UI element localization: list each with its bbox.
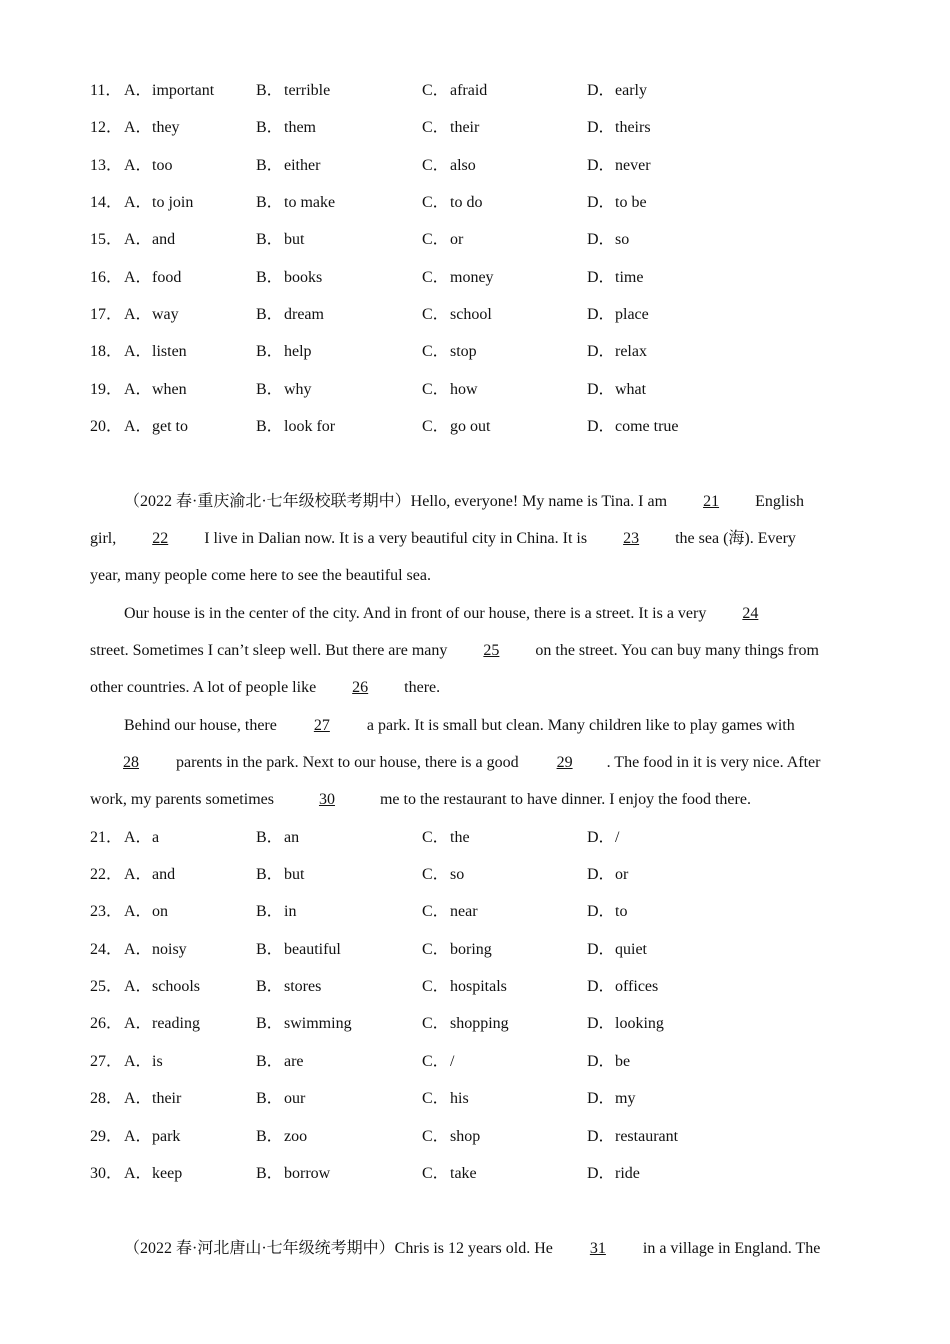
option-b: B．but — [256, 231, 305, 248]
option-a: A．is — [124, 1053, 163, 1070]
option-b: B．are — [256, 1053, 304, 1070]
option-a: A．noisy — [124, 941, 187, 958]
option-a: A．park — [124, 1128, 181, 1145]
option-a: A．a — [124, 829, 160, 846]
blank-31: 31 — [589, 1240, 606, 1257]
option-d: D．quiet — [587, 941, 647, 958]
option-c: C．stop — [422, 343, 477, 360]
option-d: D．offices — [587, 978, 659, 995]
option-b: B．swimming — [256, 1015, 352, 1032]
passage-line: year, many people come here to see the beautiful sea. — [90, 567, 431, 584]
option-c: C．to do — [422, 194, 483, 211]
option-a: A．when — [124, 381, 187, 398]
option-d: D．never — [587, 157, 651, 174]
option-c: C．how — [422, 381, 478, 398]
option-c: C．money — [422, 269, 494, 286]
option-a: A．keep — [124, 1165, 183, 1182]
option-b: B．an — [256, 829, 300, 846]
option-d: D．relax — [587, 343, 647, 360]
blank-26: 26 — [352, 679, 369, 696]
blank-28: 28 — [123, 754, 139, 771]
passage-line: Our house is in the center of the city. And in front of our house, there is a street. It is a very 24 — [124, 603, 904, 625]
blank-24: 24 — [742, 605, 759, 622]
option-b: B．help — [256, 343, 312, 360]
option-b: B．look for — [256, 418, 336, 435]
option-a: A．schools — [124, 978, 200, 995]
option-b: B．them — [256, 119, 316, 136]
option-d: D．restaurant — [587, 1128, 679, 1145]
option-a: A．get to — [124, 418, 188, 435]
option-c: C．school — [422, 306, 492, 323]
option-b: B．to make — [256, 194, 336, 211]
option-c: C．go out — [422, 418, 491, 435]
option-d: D．looking — [587, 1015, 664, 1032]
option-c: C．their — [422, 119, 480, 136]
option-b: B．beautiful — [256, 941, 341, 958]
option-d: D．or — [587, 866, 629, 883]
option-b: B．stores — [256, 978, 322, 995]
option-a: A．too — [124, 157, 173, 174]
option-b: B．terrible — [256, 82, 331, 99]
option-a: A．important — [124, 82, 215, 99]
option-d: D．early — [587, 82, 647, 99]
passage-line: work, my parents sometimes 30 me to the restaurant to have dinner. I enjoy the food there. — [90, 789, 870, 811]
option-d: D．to — [587, 903, 628, 920]
option-d: D．theirs — [587, 119, 651, 136]
option-a: A．and — [124, 231, 176, 248]
option-c: C．the — [422, 829, 470, 846]
option-d: D．what — [587, 381, 647, 398]
option-a: A．their — [124, 1090, 182, 1107]
blank-25: 25 — [483, 642, 500, 659]
passage-line: girl, 22 I live in Dalian now. It is a very beautiful city in China. It is 23 the sea (海). Every — [90, 528, 870, 550]
passage-line: （2022 春·河北唐山·七年级统考期中）Chris is 12 years old. He 31 in a village in England. The — [124, 1238, 904, 1260]
option-c: C．also — [422, 157, 476, 174]
option-a: A．they — [124, 119, 180, 136]
passage-line: （2022 春·重庆渝北·七年级校联考期中）Hello, everyone! My name is Tina. I am 21 English — [124, 491, 904, 513]
option-d: D．place — [587, 306, 649, 323]
option-d: D．to be — [587, 194, 647, 211]
blank-27: 27 — [313, 717, 330, 734]
option-c: C．afraid — [422, 82, 488, 99]
option-a: A．reading — [124, 1015, 200, 1032]
option-b: B．zoo — [256, 1128, 308, 1145]
option-d: D．time — [587, 269, 644, 286]
passage-line: 28 parents in the park. Next to our house, there is a good 29 . The food in it is very nice. After — [90, 752, 870, 774]
option-d: D．ride — [587, 1165, 640, 1182]
passage-line: other countries. A lot of people like 26 there. — [90, 677, 870, 699]
option-c: C．boring — [422, 941, 492, 958]
option-d: D．/ — [587, 829, 620, 846]
option-b: B．our — [256, 1090, 306, 1107]
option-a: A．listen — [124, 343, 187, 360]
option-b: B．borrow — [256, 1165, 331, 1182]
option-a: A．and — [124, 866, 176, 883]
option-d: D．my — [587, 1090, 636, 1107]
option-c: C．near — [422, 903, 478, 920]
blank-23: 23 — [623, 530, 640, 547]
option-c: C．take — [422, 1165, 477, 1182]
option-d: D．come true — [587, 418, 679, 435]
option-c: C．hospitals — [422, 978, 507, 995]
option-a: A．on — [124, 903, 168, 920]
option-b: B．in — [256, 903, 297, 920]
option-b: B．but — [256, 866, 305, 883]
passage-line: street. Sometimes I can’t sleep well. But there are many 25 on the street. You can buy many things from — [90, 640, 870, 662]
option-a: A．food — [124, 269, 182, 286]
option-b: B．dream — [256, 306, 324, 323]
option-b: B．why — [256, 381, 312, 398]
option-c: C．shop — [422, 1128, 481, 1145]
option-c: C．/ — [422, 1053, 455, 1070]
option-d: D．be — [587, 1053, 631, 1070]
option-a: A．to join — [124, 194, 194, 211]
option-b: B．books — [256, 269, 323, 286]
blank-30: 30 — [318, 791, 335, 808]
option-c: C．or — [422, 231, 464, 248]
option-d: D．so — [587, 231, 630, 248]
blank-22: 22 — [152, 530, 169, 547]
blank-21: 21 — [703, 493, 720, 510]
option-c: C．shopping — [422, 1015, 509, 1032]
option-b: B．either — [256, 157, 321, 174]
blank-29: 29 — [556, 754, 573, 771]
option-a: A．way — [124, 306, 179, 323]
option-c: C．so — [422, 866, 465, 883]
passage-line: Behind our house, there 27 a park. It is small but clean. Many children like to play games with — [124, 715, 904, 737]
option-c: C．his — [422, 1090, 469, 1107]
